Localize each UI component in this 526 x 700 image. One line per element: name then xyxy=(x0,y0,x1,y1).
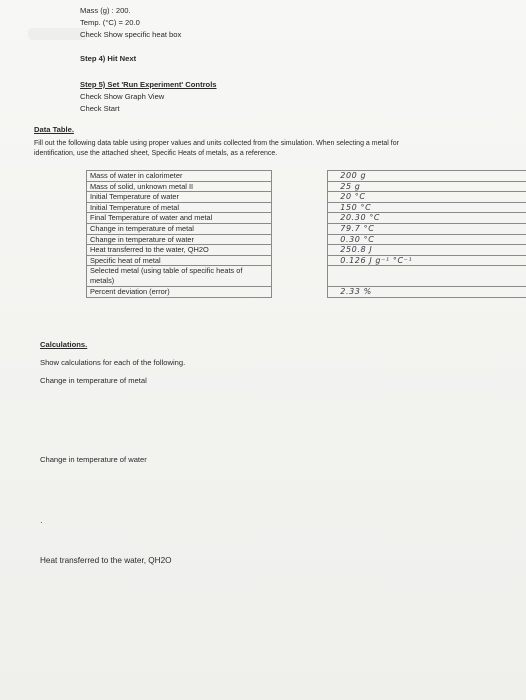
row-label: Initial Temperature of water xyxy=(90,192,180,202)
row-value-cell[interactable]: 2.33 % xyxy=(328,287,526,298)
temp-line: Temp. (°C) = 20.0 xyxy=(80,18,140,27)
step5-graph-view: Check Show Graph View xyxy=(80,92,165,101)
data-table-instructions-1: Fill out the following data table using proper values and units collected from the simulation. When selecting a metal for xyxy=(34,140,399,147)
calc-item-metal-change: Change in temperature of metal xyxy=(40,376,147,385)
calc-item-heat-transferred: Heat transferred to the water, QH2O xyxy=(40,556,172,565)
row-label: Selected metal (using table of specific heats of xyxy=(90,266,243,276)
row-label-cell xyxy=(87,287,272,298)
row-value-cell[interactable]: 79.7 °C xyxy=(328,223,526,234)
row-spacer-cell xyxy=(272,192,328,203)
row-value-cell[interactable]: 0.126 J g⁻¹ °C⁻¹ xyxy=(328,255,526,266)
row-label: Percent deviation (error) xyxy=(90,287,170,297)
row-label-continued: metals) xyxy=(90,275,115,285)
row-label-cell xyxy=(87,171,272,182)
step4-line: Step 4) Hit Next xyxy=(80,54,137,63)
row-label: Final Temperature of water and metal xyxy=(90,213,213,223)
step5-title: Step 5) Set 'Run Experiment' Controls xyxy=(80,80,217,89)
calculations-instruction: Show calculations for each of the following. xyxy=(40,358,186,367)
step5-start: Check Start xyxy=(80,104,120,113)
data-table xyxy=(86,170,526,298)
bullet-dot: · xyxy=(40,518,43,527)
row-label: Initial Temperature of metal xyxy=(90,202,180,212)
row-spacer-cell xyxy=(272,245,328,256)
row-spacer-cell xyxy=(272,213,328,224)
row-label-cell xyxy=(87,181,272,192)
row-spacer-cell xyxy=(272,255,328,266)
calc-item-water-change: Change in temperature of water xyxy=(40,455,147,464)
blurred-text-smudge xyxy=(28,28,88,40)
row-label-cell xyxy=(87,223,272,234)
table-row xyxy=(87,192,526,203)
row-label-cell xyxy=(87,266,272,287)
row-label: Heat transferred to the water, QH2O xyxy=(90,245,209,255)
row-value-cell[interactable]: 200 g xyxy=(328,171,526,182)
row-value-cell[interactable]: 25 g xyxy=(328,181,526,192)
row-spacer-cell xyxy=(272,223,328,234)
row-value-cell[interactable] xyxy=(328,266,526,287)
row-value-cell[interactable]: 150 °C xyxy=(328,202,526,213)
row-label: Mass of solid, unknown metal II xyxy=(90,181,194,191)
table-row xyxy=(87,171,526,182)
row-value-cell[interactable]: 20 °C xyxy=(328,192,526,203)
table-row xyxy=(87,213,526,224)
row-spacer-cell xyxy=(272,234,328,245)
row-label: Mass of water in calorimeter xyxy=(90,171,183,180)
data-table-heading: Data Table. xyxy=(34,125,74,134)
row-spacer-cell xyxy=(272,266,328,287)
row-label-cell xyxy=(87,245,272,256)
row-label-cell xyxy=(87,234,272,245)
row-label-cell xyxy=(87,255,272,266)
table-row xyxy=(87,255,526,266)
table-row xyxy=(87,245,526,256)
table-row xyxy=(87,234,526,245)
row-label-cell xyxy=(87,192,272,203)
calculations-heading: Calculations. xyxy=(40,340,88,349)
table-row xyxy=(87,202,526,213)
row-label: Change in temperature of metal xyxy=(90,223,194,233)
row-spacer-cell xyxy=(272,181,328,192)
row-value-cell[interactable]: 250.8 J xyxy=(328,245,526,256)
table-row xyxy=(87,223,526,234)
data-table-instructions-2: identification, use the attached sheet, Specific Heats of metals, as a reference. xyxy=(34,150,278,157)
table-row xyxy=(87,181,526,192)
row-spacer-cell xyxy=(272,202,328,213)
row-spacer-cell xyxy=(272,171,328,182)
row-label-cell xyxy=(87,213,272,224)
check-specific-heat-line: Check Show specific heat box xyxy=(80,30,182,39)
row-label-cell xyxy=(87,202,272,213)
row-label: Change in temperature of water xyxy=(90,234,194,244)
mass-line: Mass (g) : 200. xyxy=(80,6,131,15)
table-row xyxy=(87,266,526,287)
row-value-cell[interactable]: 0.30 °C xyxy=(328,234,526,245)
row-spacer-cell xyxy=(272,287,328,298)
row-value-cell[interactable]: 20.30 °C xyxy=(328,213,526,224)
row-label: Specific heat of metal xyxy=(90,255,161,265)
table-row xyxy=(87,287,526,298)
